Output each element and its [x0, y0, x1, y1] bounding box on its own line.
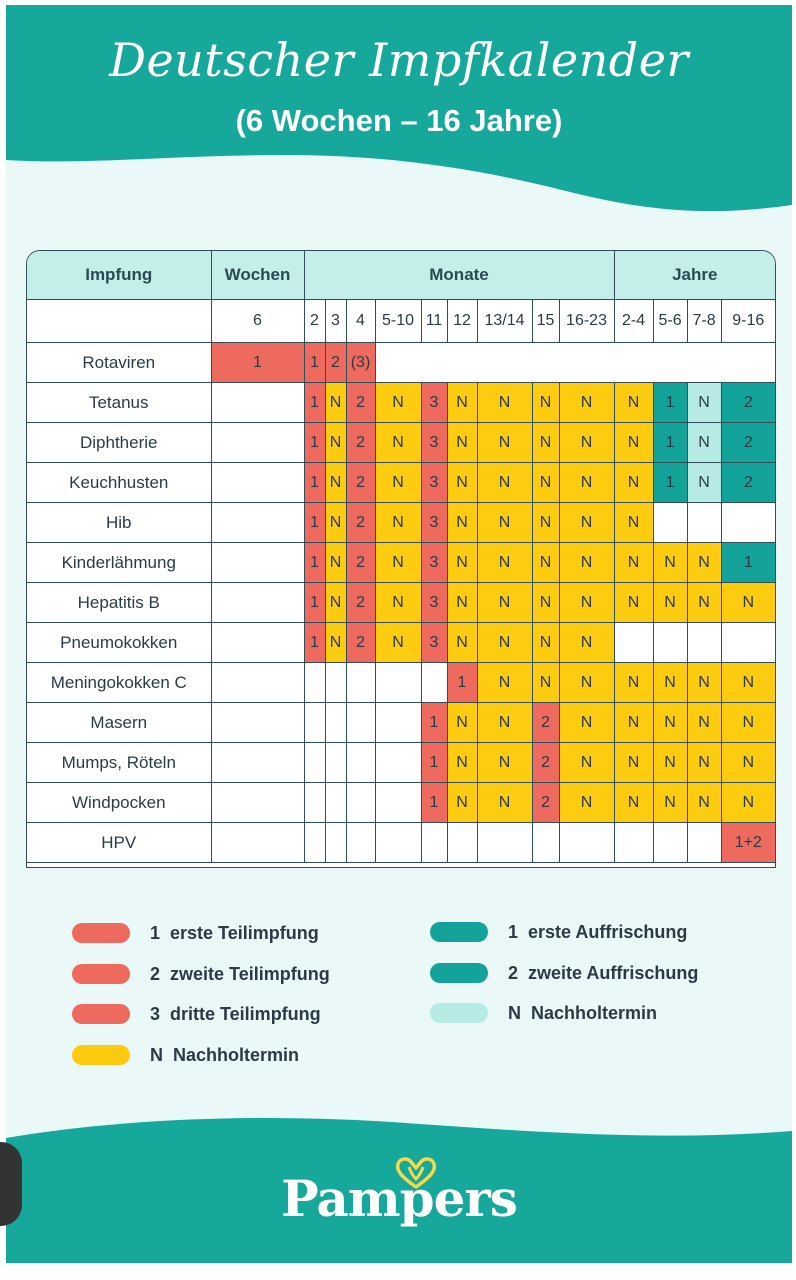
page-subtitle: (6 Wochen – 16 Jahre) [235, 103, 563, 138]
page-title: Deutscher Impfkalender [109, 33, 689, 87]
schedule-cell [375, 663, 421, 703]
vaccine-row [27, 583, 775, 623]
schedule-cell: 3 [421, 503, 447, 543]
vaccination-infographic [6, 5, 792, 1263]
schedule-cell [375, 823, 421, 863]
schedule-cell [325, 823, 346, 863]
schedule-cell [375, 703, 421, 743]
schedule-cell [211, 663, 304, 703]
legend-item [72, 1040, 299, 1070]
header-impfung: Impfung [27, 251, 211, 300]
schedule-cell: N [532, 463, 559, 503]
schedule-cell: N [614, 503, 653, 543]
vaccine-name: Meningokokken C [27, 663, 211, 703]
schedule-cell [304, 823, 325, 863]
schedule-cell: N [653, 703, 687, 743]
legend-label: N Nachholtermin [150, 1044, 300, 1065]
legend-item [430, 958, 698, 988]
schedule-cell: N [477, 423, 532, 463]
schedule-cell: N [447, 743, 477, 783]
heart-logo-icon [392, 1155, 440, 1191]
age-column-header: 9-16 [721, 300, 775, 343]
schedule-cell: N [687, 543, 721, 583]
schedule-cell: N [559, 663, 614, 703]
age-column-header: 5-10 [375, 300, 421, 343]
schedule-cell: N [532, 543, 559, 583]
vaccine-row [27, 423, 775, 463]
schedule-cell: N [477, 783, 532, 823]
schedule-cell: N [325, 463, 346, 503]
schedule-cell: N [687, 703, 721, 743]
schedule-cell [346, 703, 375, 743]
schedule-cell: 1 [304, 583, 325, 623]
schedule-cell: 2 [346, 463, 375, 503]
schedule-cell: 1 [304, 543, 325, 583]
schedule-cell: N [532, 623, 559, 663]
schedule-cell: 2 [532, 703, 559, 743]
brand-name: Pampers [281, 1169, 517, 1228]
schedule-cell [375, 343, 775, 383]
legend-item [72, 999, 321, 1029]
age-column-header: 7-8 [687, 300, 721, 343]
schedule-cell: N [477, 703, 532, 743]
schedule-cell [304, 743, 325, 783]
edge-handle[interactable] [0, 1142, 22, 1226]
schedule-cell: 1 [447, 663, 477, 703]
schedule-cell: 1 [304, 343, 325, 383]
schedule-cell: N [447, 623, 477, 663]
schedule-cell [325, 783, 346, 823]
age-column-header: 11 [421, 300, 447, 343]
schedule-cell: 3 [421, 623, 447, 663]
schedule-cell: 3 [421, 583, 447, 623]
schedule-cell: N [614, 583, 653, 623]
schedule-cell [211, 503, 304, 543]
schedule-cell: 2 [721, 423, 775, 463]
header-wochen: Wochen [211, 251, 304, 300]
schedule-cell: 2 [532, 743, 559, 783]
schedule-cell [211, 743, 304, 783]
schedule-cell: N [653, 663, 687, 703]
schedule-cell [614, 623, 653, 663]
schedule-cell: N [447, 783, 477, 823]
schedule-cell [325, 743, 346, 783]
schedule-cell [477, 823, 532, 863]
schedule-cell: N [721, 783, 775, 823]
schedule-cell: 1 [653, 383, 687, 423]
header-jahre: Jahre [614, 251, 775, 300]
schedule-cell [421, 823, 447, 863]
vaccine-name: Keuchhusten [27, 463, 211, 503]
schedule-cell: N [559, 503, 614, 543]
schedule-cell [532, 823, 559, 863]
schedule-cell: N [614, 463, 653, 503]
schedule-cell: N [559, 623, 614, 663]
age-column-header: 2 [304, 300, 325, 343]
schedule-cell: N [325, 423, 346, 463]
schedule-cell: N [447, 543, 477, 583]
schedule-cell: N [559, 423, 614, 463]
schedule-cell: 1 [721, 543, 775, 583]
schedule-cell: N [559, 703, 614, 743]
age-column-header: 12 [447, 300, 477, 343]
schedule-cell [346, 823, 375, 863]
schedule-cell: N [687, 663, 721, 703]
schedule-cell: N [687, 743, 721, 783]
schedule-cell: N [375, 583, 421, 623]
schedule-cell [211, 543, 304, 583]
vaccine-row [27, 743, 775, 783]
schedule-cell: N [721, 583, 775, 623]
vaccine-name: Diphtherie [27, 423, 211, 463]
schedule-cell: 2 [346, 383, 375, 423]
schedule-cell: N [325, 503, 346, 543]
schedule-cell: N [653, 583, 687, 623]
schedule-cell: N [614, 743, 653, 783]
schedule-cell [325, 703, 346, 743]
schedule-cell: 2 [532, 783, 559, 823]
schedule-cell: N [532, 663, 559, 703]
schedule-cell [211, 583, 304, 623]
schedule-cell: N [447, 463, 477, 503]
header-monate: Monate [304, 251, 614, 300]
vaccine-name: Hib [27, 503, 211, 543]
schedule-cell: N [614, 663, 653, 703]
schedule-cell: 2 [346, 423, 375, 463]
schedule-cell: N [721, 663, 775, 703]
legend-item [430, 998, 657, 1028]
legend-swatch [72, 964, 130, 984]
schedule-cell: N [447, 423, 477, 463]
schedule-cell: N [559, 743, 614, 783]
schedule-cell: N [375, 383, 421, 423]
schedule-cell: 2 [346, 583, 375, 623]
schedule-cell: 2 [325, 343, 346, 383]
schedule-cell: N [687, 783, 721, 823]
schedule-cell: 3 [421, 423, 447, 463]
age-column-header: 6 [211, 300, 304, 343]
age-column-header: 15 [532, 300, 559, 343]
schedule-cell [325, 663, 346, 703]
schedule-cell [653, 623, 687, 663]
schedule-cell [687, 823, 721, 863]
legend [6, 910, 792, 1080]
schedule-cell: N [477, 463, 532, 503]
schedule-cell: N [325, 583, 346, 623]
schedule-cell [211, 783, 304, 823]
vaccine-row [27, 383, 775, 423]
schedule-cell: N [559, 383, 614, 423]
schedule-cell: N [687, 583, 721, 623]
schedule-cell: N [375, 623, 421, 663]
schedule-table [27, 251, 775, 863]
legend-label: 2 zweite Auffrischung [508, 962, 699, 983]
schedule-table-container [26, 250, 776, 868]
schedule-cell: 2 [346, 543, 375, 583]
legend-swatch [430, 1003, 488, 1023]
vaccine-name: Windpocken [27, 783, 211, 823]
legend-swatch [430, 963, 488, 983]
schedule-cell: N [614, 543, 653, 583]
schedule-cell [304, 783, 325, 823]
schedule-cell: 1 [421, 743, 447, 783]
schedule-cell: N [559, 543, 614, 583]
vaccine-name: Pneumokokken [27, 623, 211, 663]
schedule-cell [346, 663, 375, 703]
schedule-cell [211, 623, 304, 663]
schedule-cell [614, 823, 653, 863]
schedule-cell: N [477, 663, 532, 703]
vaccine-row [27, 503, 775, 543]
schedule-cell: N [325, 543, 346, 583]
legend-swatch [72, 1045, 130, 1065]
schedule-cell: (3) [346, 343, 375, 383]
schedule-cell: N [477, 743, 532, 783]
vaccine-name: Tetanus [27, 383, 211, 423]
schedule-cell [346, 743, 375, 783]
age-header-spacer [27, 300, 211, 343]
schedule-cell: 3 [421, 543, 447, 583]
schedule-cell [721, 623, 775, 663]
schedule-cell: 2 [346, 503, 375, 543]
schedule-cell: 3 [421, 463, 447, 503]
legend-item [430, 917, 687, 947]
vaccine-row [27, 623, 775, 663]
vaccine-row [27, 543, 775, 583]
schedule-cell [211, 703, 304, 743]
schedule-cell: N [614, 423, 653, 463]
vaccine-row [27, 703, 775, 743]
schedule-cell: 1 [653, 423, 687, 463]
legend-swatch [72, 923, 130, 943]
schedule-cell: 1 [304, 423, 325, 463]
schedule-cell: N [687, 423, 721, 463]
age-column-header: 2-4 [614, 300, 653, 343]
schedule-cell: N [447, 383, 477, 423]
legend-label: N Nachholtermin [508, 1002, 658, 1023]
age-column-header: 4 [346, 300, 375, 343]
schedule-cell: N [559, 583, 614, 623]
schedule-cell: N [687, 463, 721, 503]
legend-label: 2 zweite Teilimpfung [150, 963, 330, 984]
schedule-cell: N [477, 543, 532, 583]
schedule-cell [653, 503, 687, 543]
schedule-cell: N [375, 463, 421, 503]
vaccine-row [27, 663, 775, 703]
schedule-cell [211, 423, 304, 463]
schedule-cell: 2 [346, 623, 375, 663]
schedule-cell: N [721, 703, 775, 743]
schedule-cell: N [325, 383, 346, 423]
age-column-header: 5-6 [653, 300, 687, 343]
schedule-cell [653, 823, 687, 863]
vaccine-name: Hepatitis B [27, 583, 211, 623]
schedule-cell: 1 [304, 463, 325, 503]
schedule-cell: N [477, 583, 532, 623]
legend-label: 1 erste Auffrischung [508, 921, 688, 942]
vaccine-name: Rotaviren [27, 343, 211, 383]
age-column-header: 16-23 [559, 300, 614, 343]
schedule-cell: 1+2 [721, 823, 775, 863]
schedule-cell: N [447, 703, 477, 743]
schedule-cell: N [532, 383, 559, 423]
schedule-cell: N [653, 743, 687, 783]
schedule-cell: 1 [421, 703, 447, 743]
vaccine-name: Kinderlähmung [27, 543, 211, 583]
schedule-cell: 1 [304, 503, 325, 543]
schedule-cell: N [614, 703, 653, 743]
schedule-cell: N [477, 383, 532, 423]
legend-swatch [72, 1004, 130, 1024]
legend-swatch [430, 922, 488, 942]
schedule-cell: N [447, 583, 477, 623]
schedule-cell: N [325, 623, 346, 663]
vaccine-row [27, 463, 775, 503]
schedule-cell [687, 623, 721, 663]
schedule-cell: 2 [721, 383, 775, 423]
schedule-cell [304, 703, 325, 743]
schedule-cell [375, 743, 421, 783]
schedule-cell: N [477, 503, 532, 543]
schedule-cell [211, 823, 304, 863]
schedule-cell: N [559, 463, 614, 503]
schedule-cell: N [532, 423, 559, 463]
age-column-header: 13/14 [477, 300, 532, 343]
vaccine-row [27, 783, 775, 823]
schedule-cell: N [477, 623, 532, 663]
schedule-cell [687, 503, 721, 543]
legend-item [72, 918, 319, 948]
schedule-cell: N [721, 743, 775, 783]
legend-label: 1 erste Teilimpfung [150, 922, 319, 943]
legend-label: 3 dritte Teilimpfung [150, 1003, 321, 1024]
schedule-cell: 2 [721, 463, 775, 503]
schedule-cell: N [447, 503, 477, 543]
schedule-cell [304, 663, 325, 703]
schedule-cell: N [375, 543, 421, 583]
schedule-cell [211, 463, 304, 503]
vaccine-row [27, 343, 775, 383]
schedule-cell: 1 [211, 343, 304, 383]
schedule-cell [721, 503, 775, 543]
schedule-cell [421, 663, 447, 703]
schedule-cell: N [687, 383, 721, 423]
schedule-cell [346, 783, 375, 823]
schedule-cell: N [532, 503, 559, 543]
schedule-cell: N [614, 783, 653, 823]
schedule-cell: N [375, 423, 421, 463]
group-header-row [27, 251, 775, 300]
schedule-cell: 1 [304, 623, 325, 663]
vaccine-row [27, 823, 775, 863]
vaccine-name: Mumps, Röteln [27, 743, 211, 783]
schedule-cell [559, 823, 614, 863]
schedule-cell: N [559, 783, 614, 823]
schedule-cell: N [614, 383, 653, 423]
schedule-cell: 1 [304, 383, 325, 423]
schedule-cell: 3 [421, 383, 447, 423]
age-header-row [27, 300, 775, 343]
schedule-cell: 1 [653, 463, 687, 503]
schedule-cell [447, 823, 477, 863]
schedule-cell: N [532, 583, 559, 623]
schedule-cell: N [653, 783, 687, 823]
vaccine-name: HPV [27, 823, 211, 863]
legend-item [72, 959, 330, 989]
schedule-cell: N [653, 543, 687, 583]
age-column-header: 3 [325, 300, 346, 343]
vaccine-name: Masern [27, 703, 211, 743]
schedule-cell: 1 [421, 783, 447, 823]
schedule-cell [211, 383, 304, 423]
schedule-cell [375, 783, 421, 823]
brand-logo [6, 1153, 792, 1228]
schedule-cell: N [375, 503, 421, 543]
